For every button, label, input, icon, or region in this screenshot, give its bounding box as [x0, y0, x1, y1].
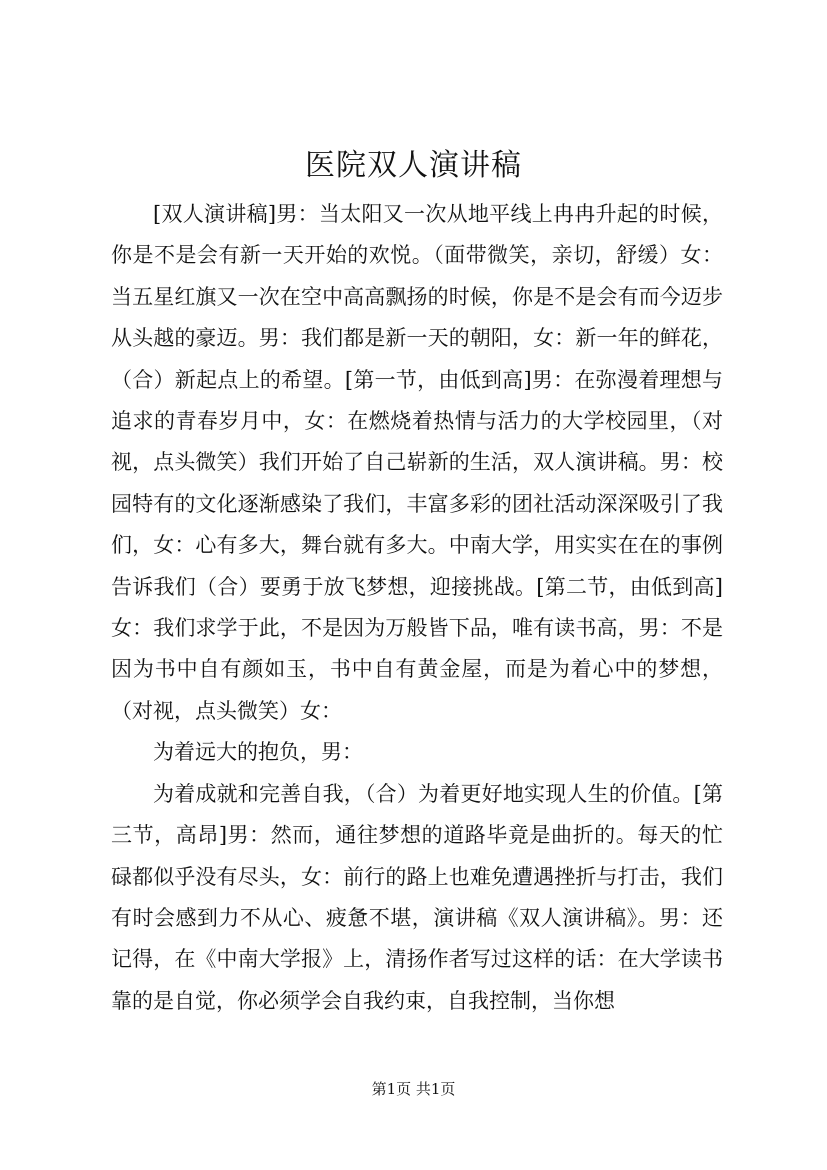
paragraph-3: 为着成就和完善自我，（合）为着更好地实现人生的价值。[第三节，高昂]男：然而，通往梦想的道路毕竟是曲折的。每天的忙碌都似乎没有尽头，女：前行的路上也难免遭遇挫折与打击，我们有时会感到力不从心、疲惫不堪，演讲稿《双人演讲稿》。男：还记得，在《中南大学报》上，清扬作者写过这样的话：在大学读书靠的是自觉，你必须学会自我约束，自我控制，当你想	[111, 781, 723, 1013]
document-title: 医院双人演讲稿	[305, 148, 522, 183]
paragraph-1: [双人演讲稿]男：当太阳又一次从地平线上冉冉升起的时候，你是不是会有新一天开始的欢悦。（面带微笑，亲切，舒缓）女：当五星红旗又一次在空中高高飘扬的时候，你是不是会有而今迈步从头越的豪迈。男：我们都是新一天的朝阳，女：新一年的鲜花，（合）新起点上的希望。[第一节，由低到高]男：在弥漫着理想与追求的青春岁月中，女：在燃烧着热情与活力的大学校园里，（对视，点头微笑）我们开始了自己崭新的生活，双人演讲稿。男：校园特有的文化逐渐感染了我们，丰富多彩的团社活动深深吸引了我们，女：心有多大，舞台就有多大。中南大学，用实实在在的事例告诉我们（合）要勇于放飞梦想，迎接挑战。[第二节，由低到高]女：我们求学于此，不是因为万般皆下品，唯有读书高，男：不是因为书中自有颜如玉，书中自有黄金屋，而是为着心中的梦想，（对视，点头微笑）女：	[111, 202, 723, 723]
document-body	[111, 194, 723, 1022]
page-number-footer: 第1页 共1页	[371, 1080, 456, 1098]
paragraph-2: 为着远大的抱负，男：	[153, 740, 363, 765]
